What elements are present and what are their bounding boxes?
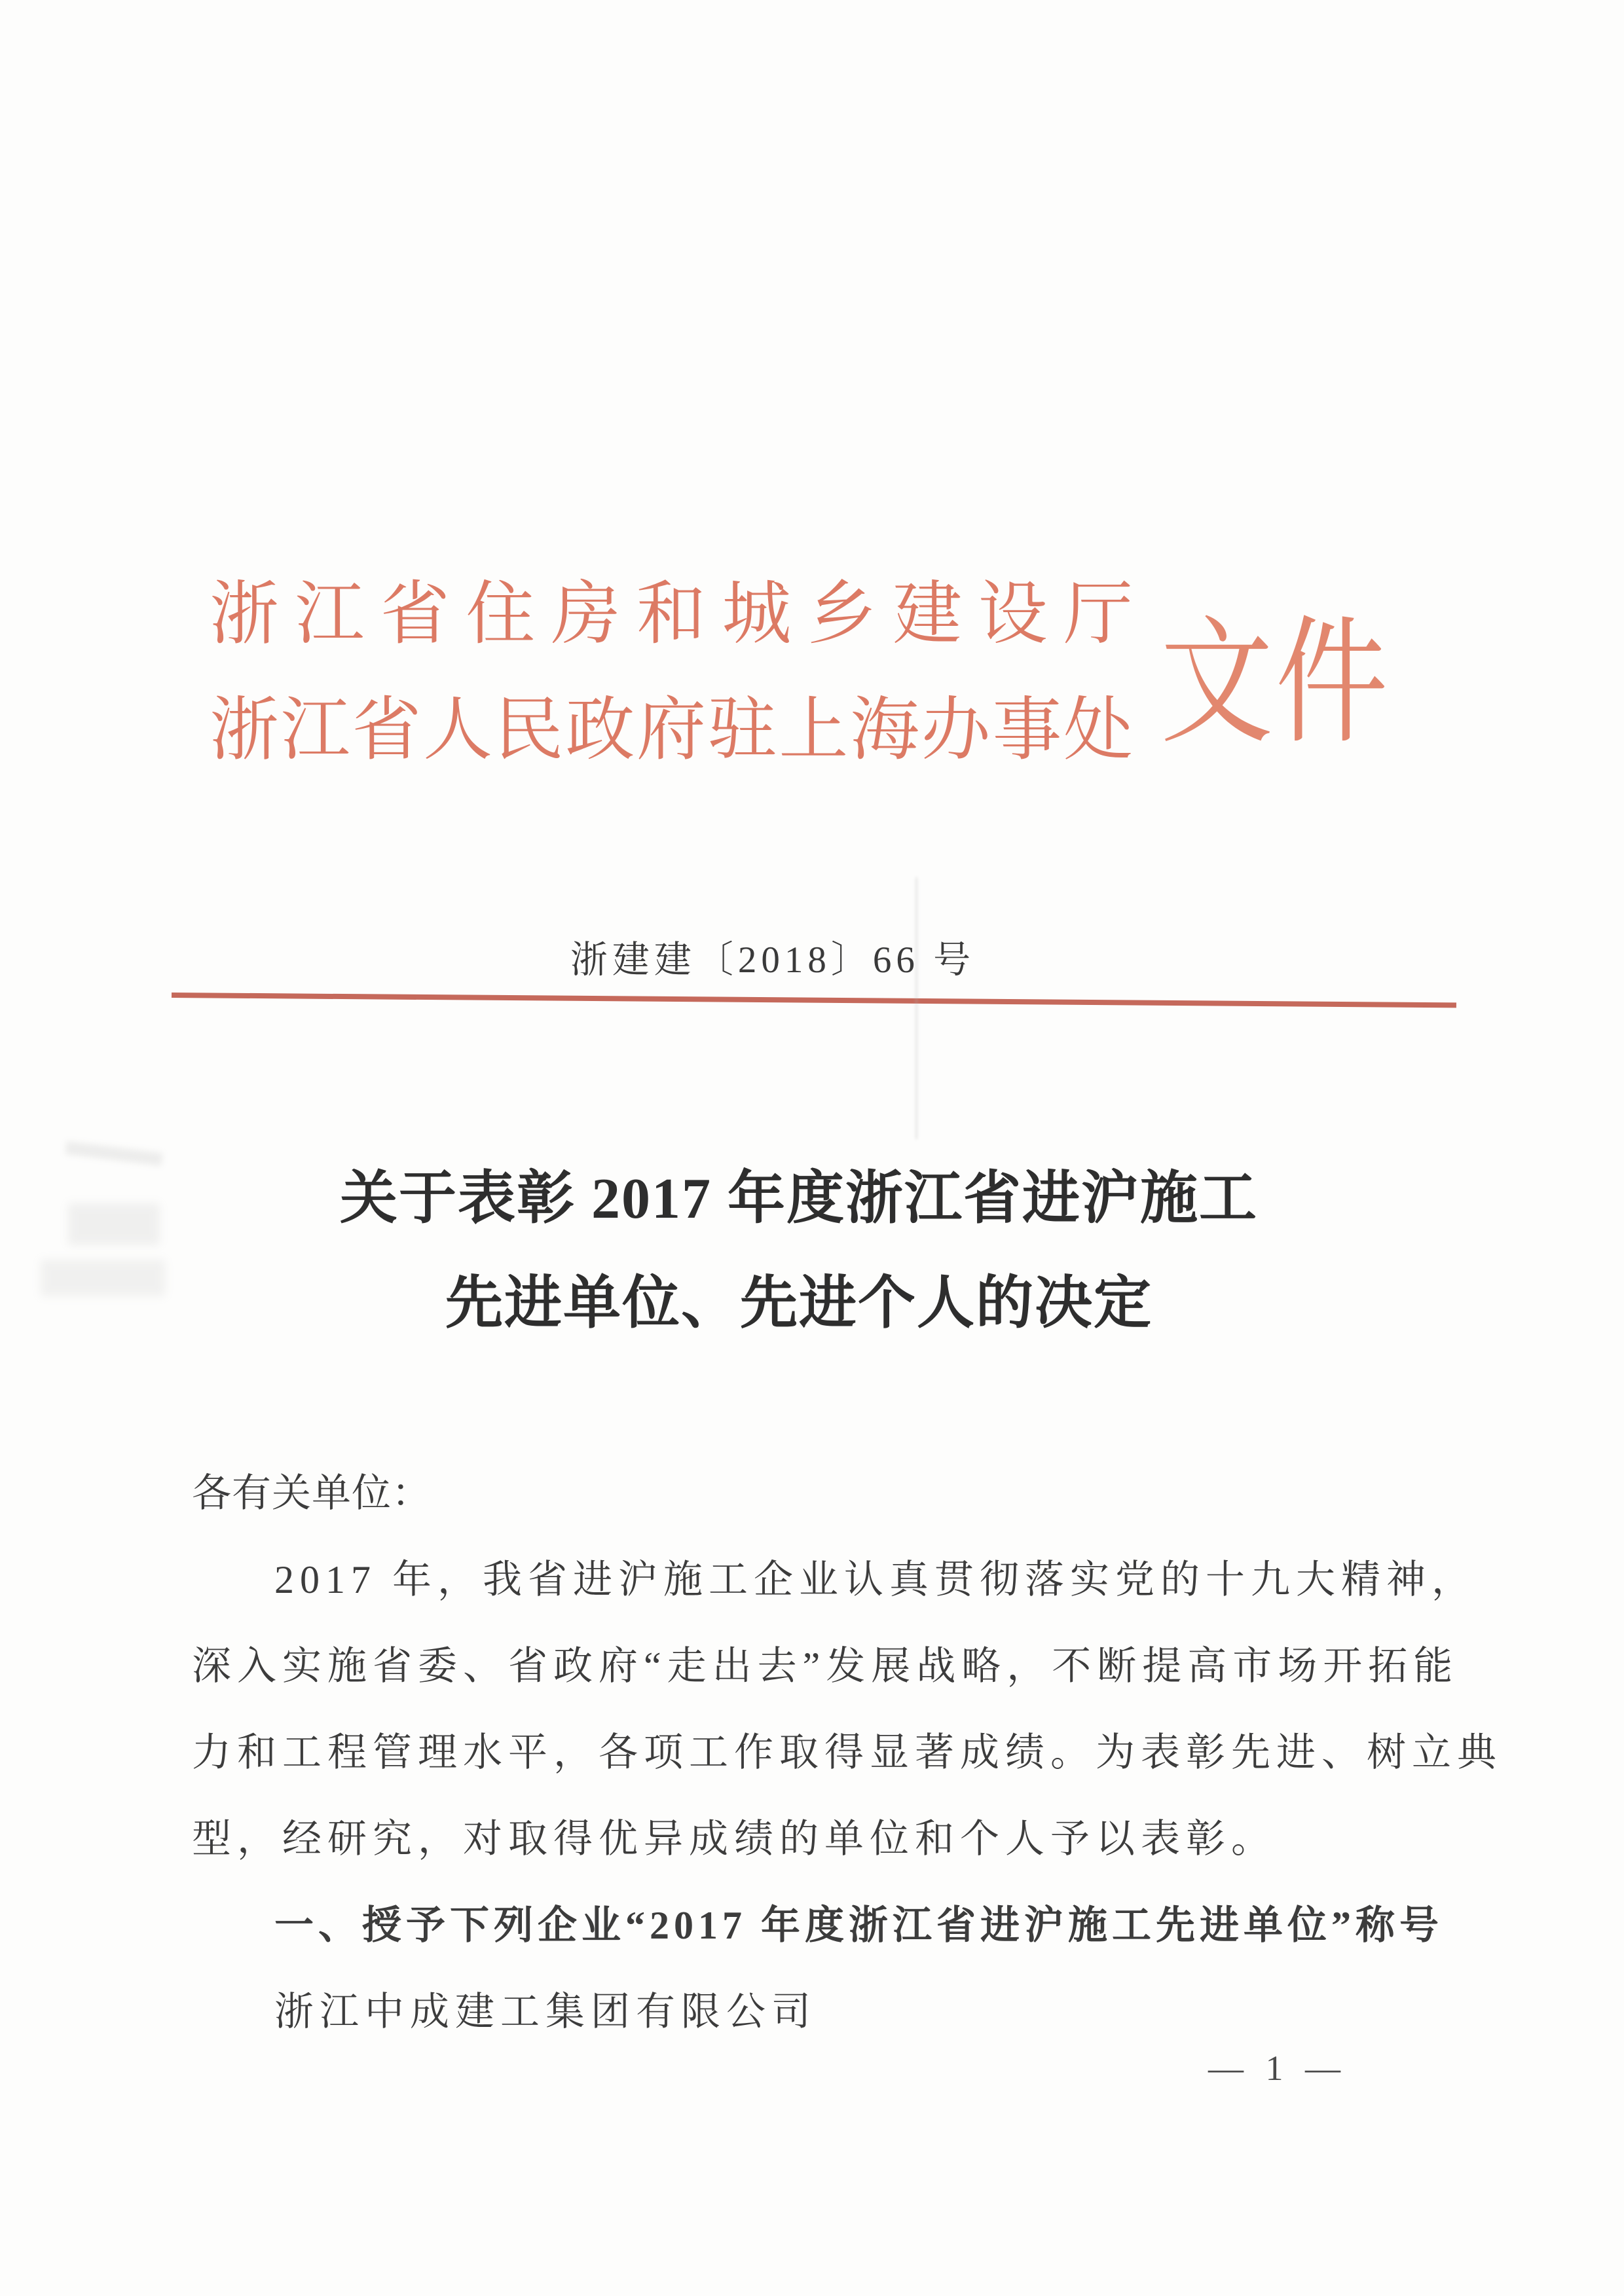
page-number: — 1 — — [1208, 2049, 1347, 2088]
scan-artifact — [65, 1141, 162, 1166]
awarded-company-item: 浙江中成建工集团有限公司 — [274, 1990, 817, 2033]
body-paragraph-line-3: 力和工程管理水平，各项工作取得显著成绩。为表彰先进、树立典 — [192, 1731, 1502, 1774]
doc-type-label: 文件 — [1160, 608, 1390, 760]
document-body — [192, 1450, 1502, 2055]
issuing-org-line-2: 浙江省人民政府驻上海办事处 — [210, 692, 1133, 769]
paper-crease — [915, 877, 917, 1139]
letterhead-divider-rule — [172, 993, 1456, 1008]
document-title — [0, 1167, 1598, 1336]
letterhead — [210, 556, 1133, 788]
title-line-1: 关于表彰 2017 年度浙江省进沪施工 — [339, 1167, 1258, 1231]
title-line-2: 先进单位、先进个人的决定 — [445, 1272, 1153, 1336]
salutation: 各有关单位： — [192, 1472, 432, 1515]
body-paragraph-line-1: 2017 年，我省进沪施工企业认真贯彻落实党的十九大精神， — [274, 1558, 1477, 1601]
doc-number: 浙建建〔2018〕66 号 — [570, 939, 976, 981]
issuing-org-line-1: 浙江省住房和城乡建设厅 — [210, 576, 1133, 653]
body-paragraph-line-2: 深入实施省委、省政府“走出去”发展战略，不断提高市场开拓能 — [192, 1645, 1459, 1688]
section-1-heading: 一、授予下列企业“2017 年度浙江省进沪施工先进单位”称号 — [274, 1904, 1443, 1947]
body-paragraph-line-4: 型，经研究，对取得优异成绩的单位和个人予以表彰。 — [192, 1817, 1276, 1861]
